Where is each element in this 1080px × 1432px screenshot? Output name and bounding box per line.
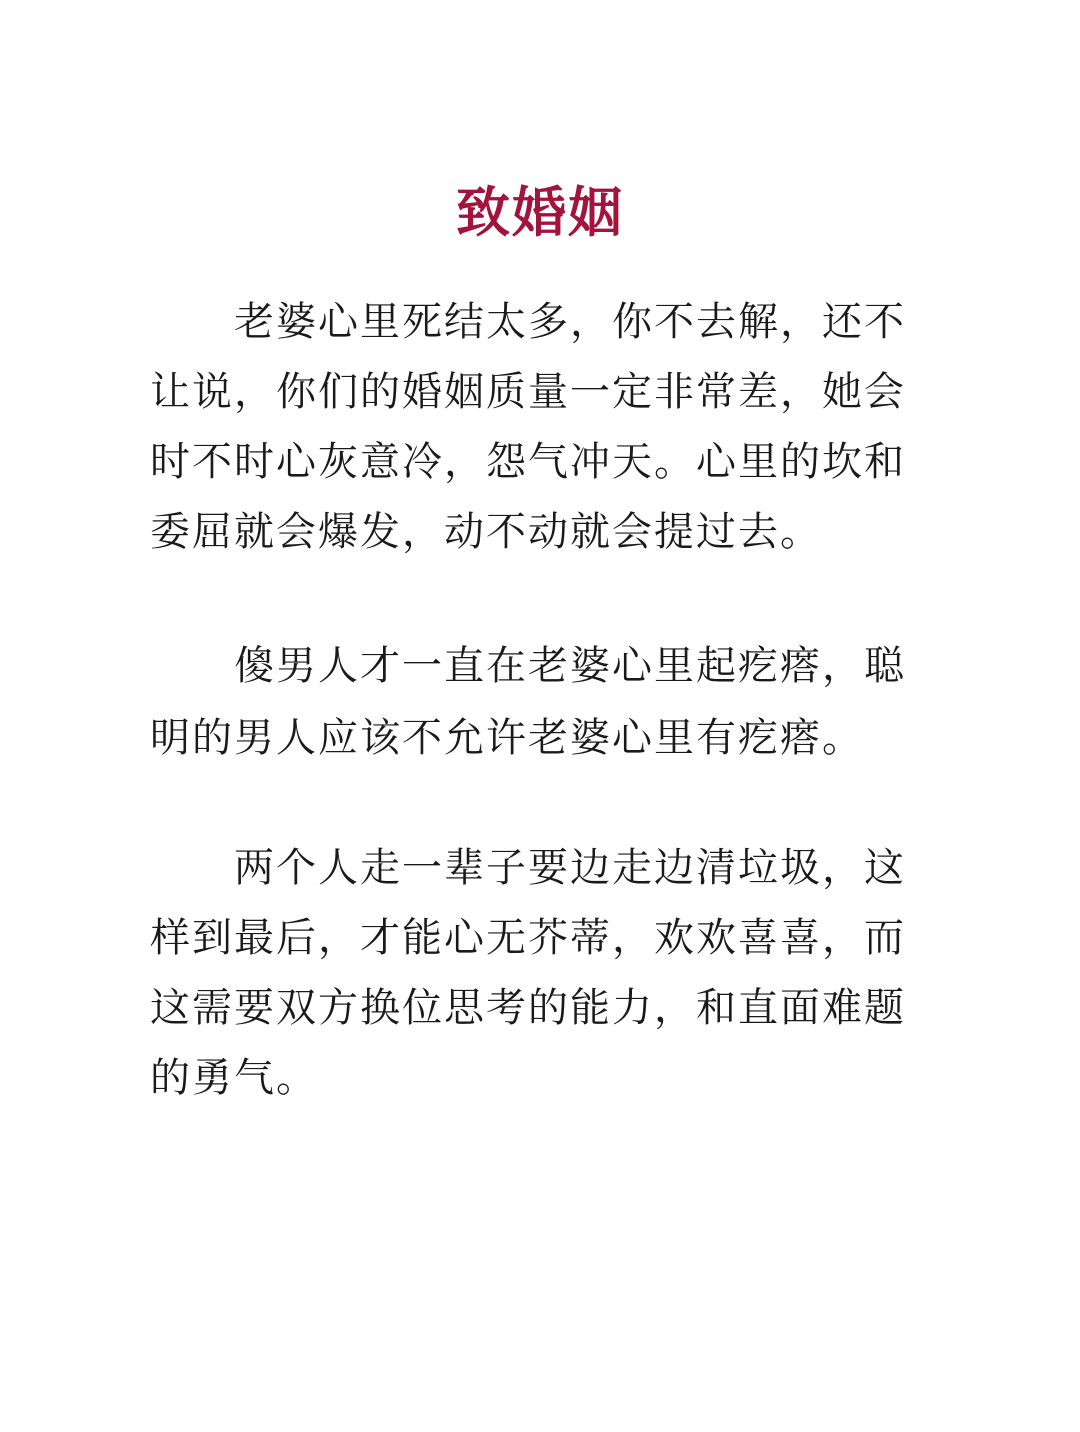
paragraph-2-line-1: 傻男人才一直在老婆心里起疙瘩，聪: [234, 643, 906, 689]
paragraph-2-line-2: 明的男人应该不允许老婆心里有疙瘩。: [150, 715, 864, 761]
paragraph-3-line-1: 两个人走一辈子要边走边清垃圾，这: [234, 845, 906, 891]
paragraph-1-line-4: 委屈就会爆发，动不动就会提过去。: [150, 509, 822, 555]
paragraph-3-line-2: 样到最后，才能心无芥蒂，欢欢喜喜，而: [150, 915, 906, 961]
paragraph-1-line-1: 老婆心里死结太多，你不去解，还不: [234, 299, 906, 345]
paragraph-3-line-3: 这需要双方换位思考的能力，和直面难题: [150, 985, 906, 1031]
page-title: 致婚姻: [456, 180, 624, 244]
paragraph-1-line-2: 让说，你们的婚姻质量一定非常差，她会: [150, 369, 906, 415]
paragraph-1-line-3: 时不时心灰意冷，怨气冲天。心里的坎和: [150, 439, 906, 485]
paragraph-3-line-4: 的勇气。: [150, 1055, 318, 1101]
